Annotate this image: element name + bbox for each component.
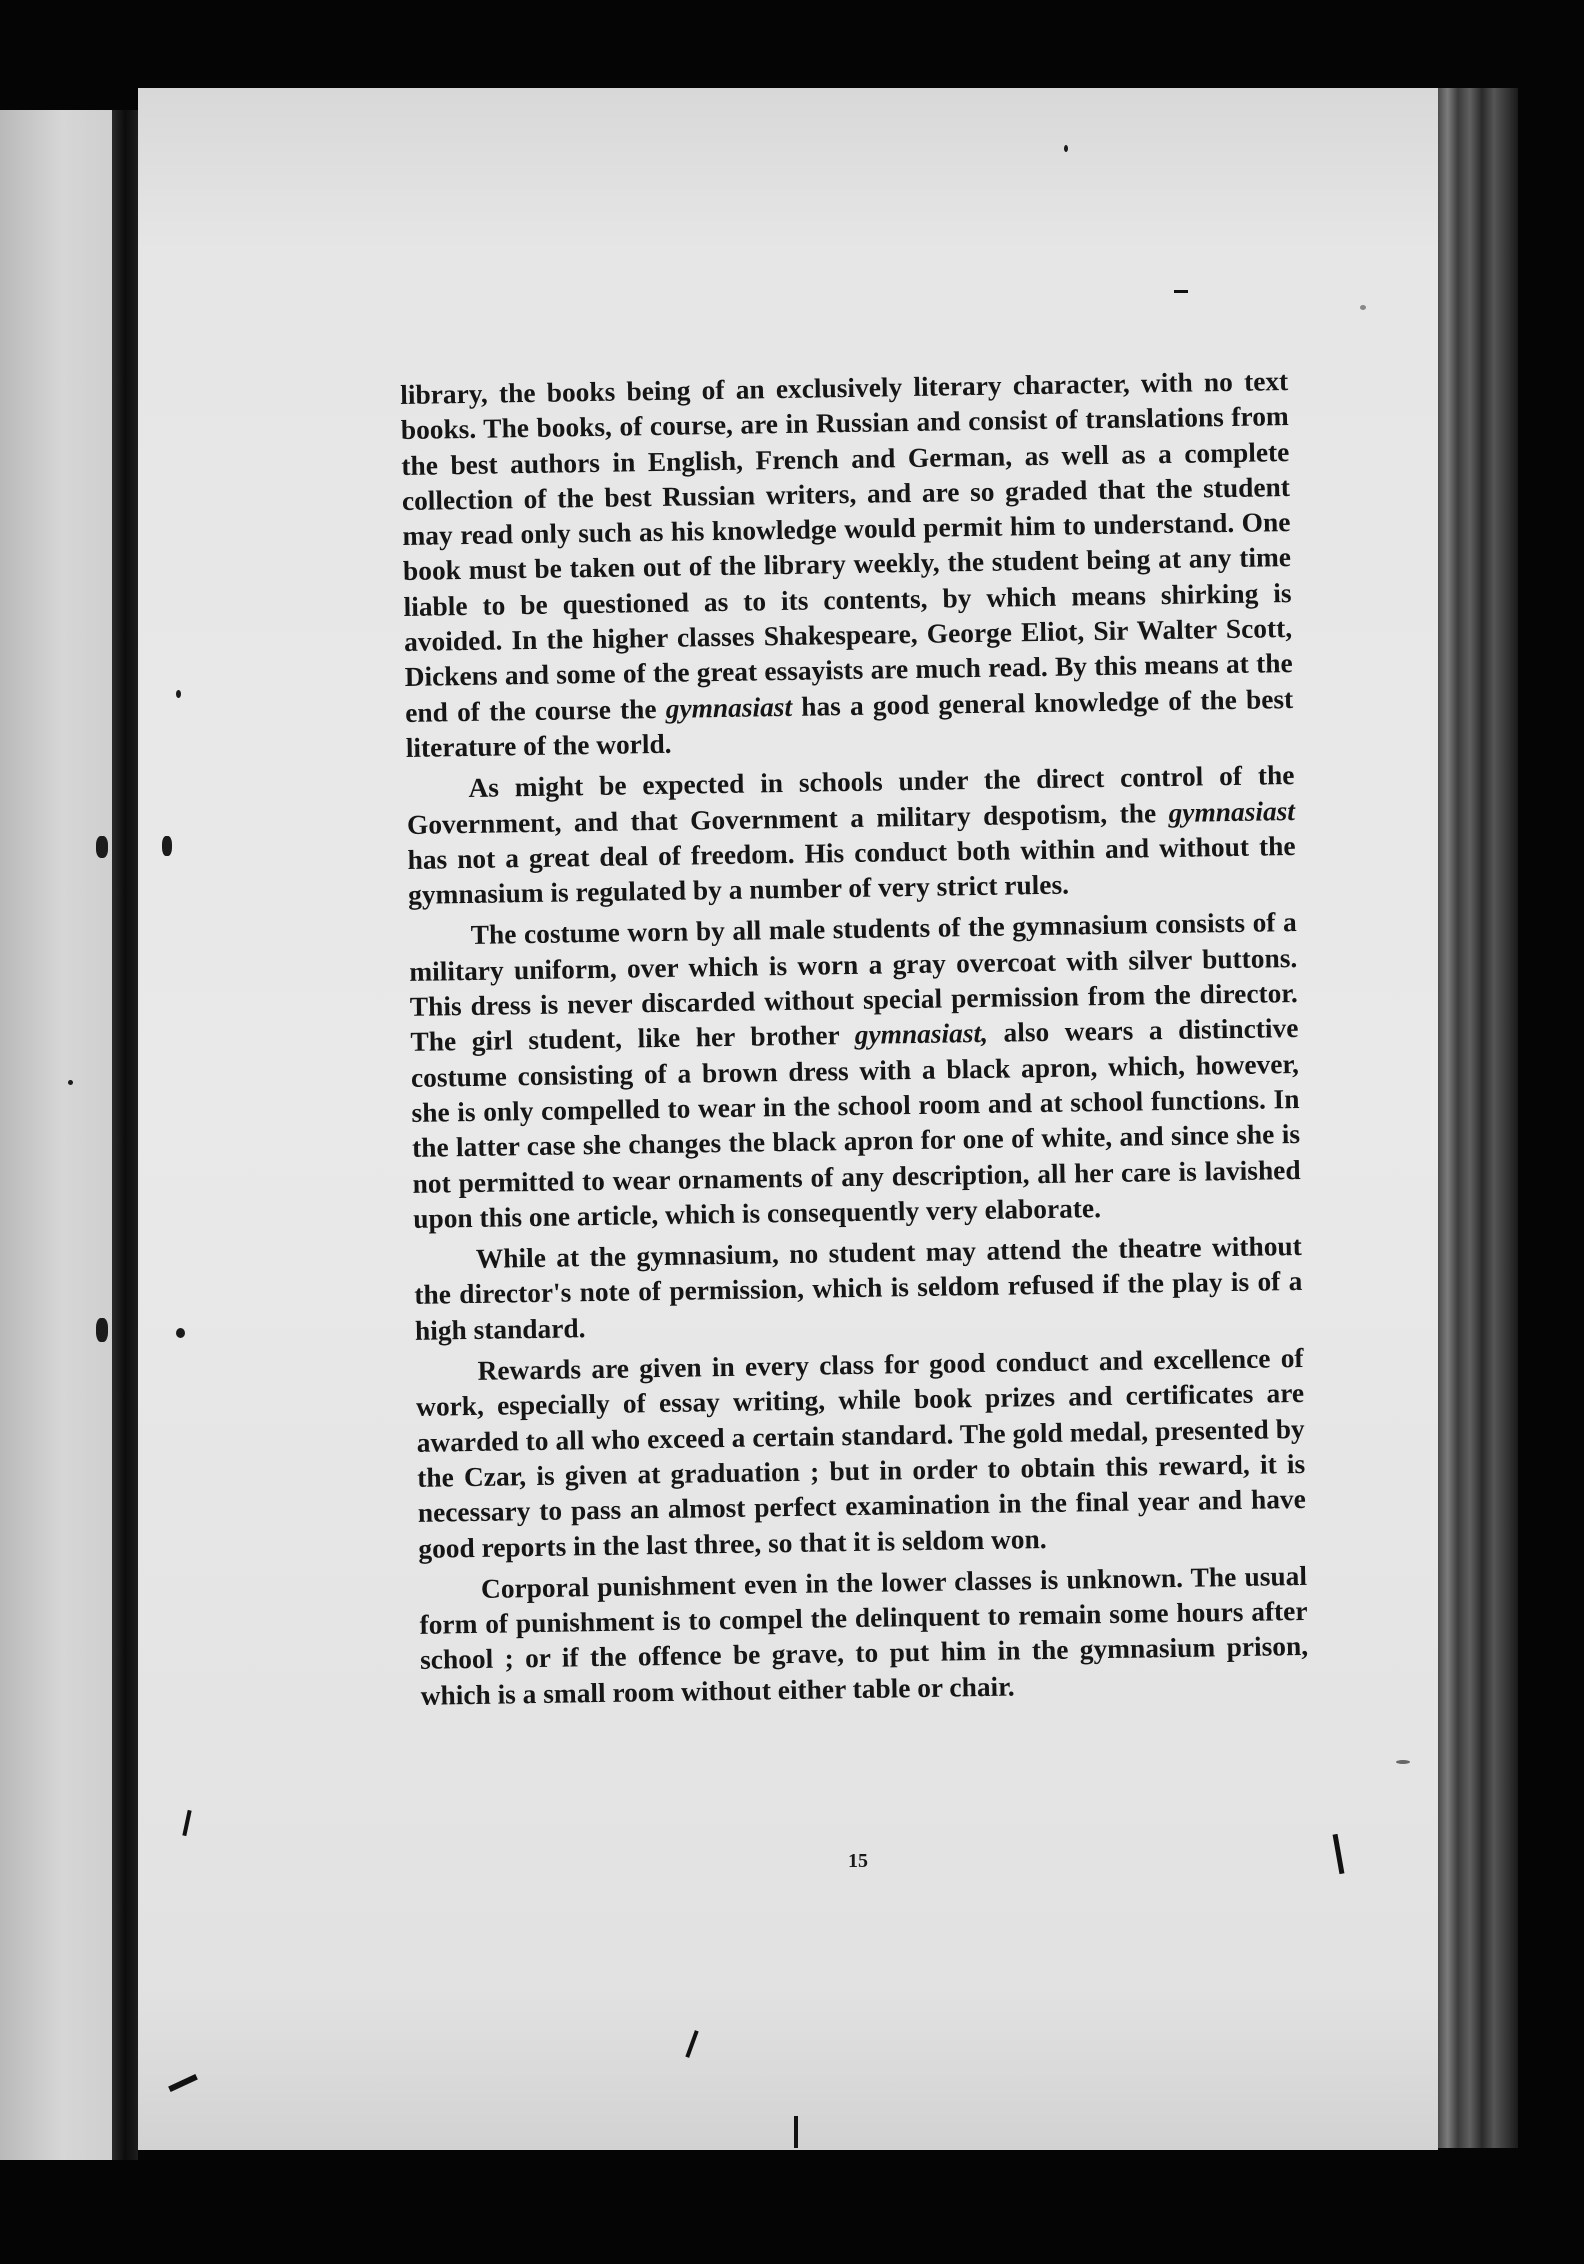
paragraph [415,1341,1306,1567]
scan-speck [1360,305,1366,310]
page-text [400,364,1309,1720]
text-run: has not a great deal of freedom. His conduct both within and without the gymnasium is regulated by a number of very strict rules. [407,830,1296,911]
text-run: Corporal punishment even in the lower classes is unknown. The usual form of punishment is to compel the delinquent to remain some hours after school ; or if the offence be grave, to put him in the gymnasium prison, which is a small room without either table or chair. [419,1560,1309,1711]
scan-speck [162,836,172,856]
scan-speck [96,1318,108,1342]
page-number: 15 [848,1850,868,1872]
scan-speck [1396,1760,1410,1764]
scan-speck [1064,145,1068,152]
scan-speck [68,1080,73,1085]
text-run: Rewards are given in every class for good conduct and excellence of work, especially of essay writing, while book prizes and certificates are awarded to all who exceed a certain standard. The gold medal, presented by the Czar, is given at graduation ; but in order to obtain this reward, it is necessary to pass an almost perfect examination in the final year and have good reports in the last three, so that it is seldom won. [415,1342,1306,1564]
scan-speck [96,836,108,858]
paragraph [414,1229,1304,1349]
text-run: As might be expected in schools under the direct control of the Government, and that Government a military despotism, the [406,760,1295,840]
previous-page-strip [0,110,112,2160]
book-gutter [112,110,138,2160]
text-run: library, the books being of an exclusively literary character, with no text books. The books, of course, are in Russian and consist of translations from the best authors in English, French and German, as well as a complete collection of the best Russian writers, and are so graded that the student may read only such as his knowledge would permit him to understand. One book must be taken out of the library weekly, the student being at any time liable to be questioned as to its contents, by which means shirking is avoided. In the higher classes Shakespeare, George Eliot, Sir Walter Scott, Dickens and some of the great essayists are much read. By this means at the end of the course the [400,366,1293,728]
scan-mark [1174,290,1188,293]
paragraph [400,364,1294,766]
text-run: has a good general knowledge of the best literature of the world. [405,683,1294,763]
scan-speck [176,1328,185,1338]
italic-term: gymnasiast [1168,795,1296,828]
text-run: also wears a distinctive costume consisting of a brown dress with a black apron, which, however, she is only compelled to wear in the school room and at school functions. In the latter case she changes the black apron for one of white, and since she is not permitted to wear ornaments of any description, all her care is lavished upon this one article, which is consequently very elaborate. [410,1013,1301,1234]
scan-speck [176,690,181,698]
text-run: The costume worn by all male students of the gymnasium consists of a military uniform, over which is worn a gray overcoat with silver buttons. This dress is never discarded without special permission from the director. The girl student, like her brother [409,907,1299,1058]
text-run: While at the gymnasium, no student may attend the theatre without the director's note of permission, which is seldom refused if the play is of a high standard. [414,1231,1303,1346]
paragraph [406,758,1296,913]
scan-mark [794,2116,798,2148]
italic-term: gymnasiast [665,691,793,724]
book-page-edges [1438,88,1518,2148]
italic-term: gymnasiast, [854,1018,989,1051]
paragraph [419,1559,1309,1714]
paragraph [409,905,1302,1237]
